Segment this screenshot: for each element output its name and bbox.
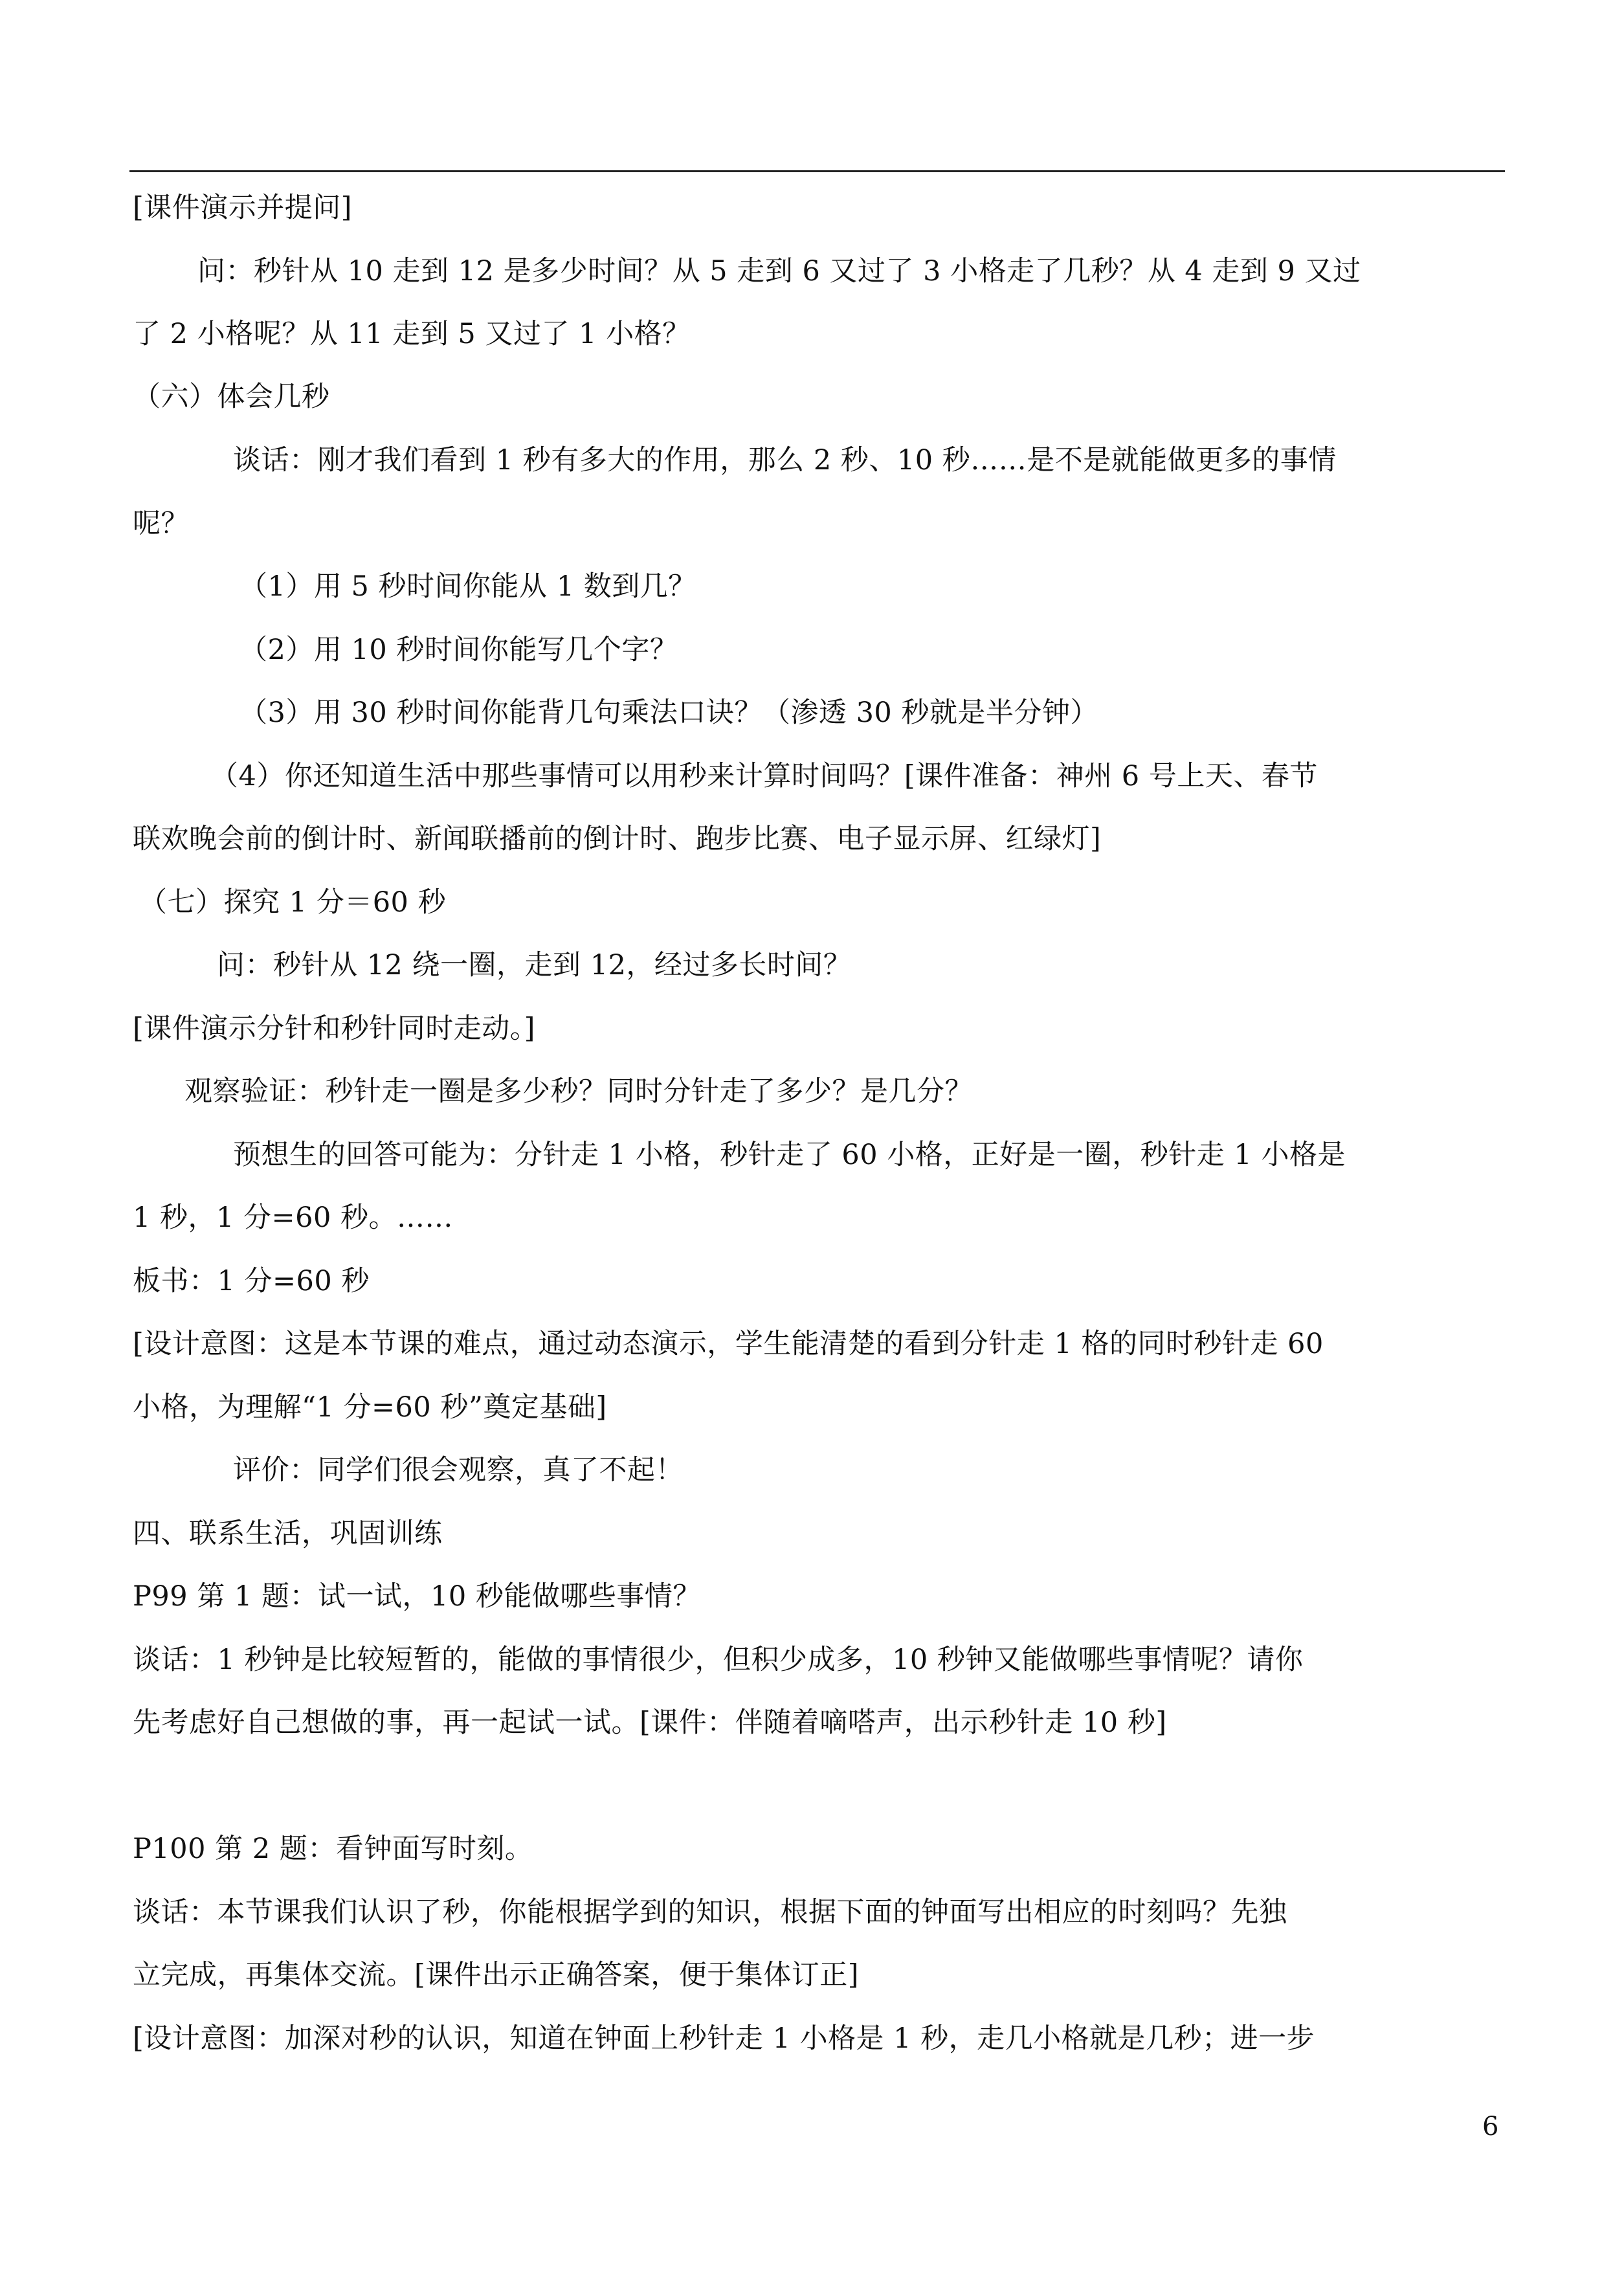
text-line: [课件演示并提问] (133, 192, 353, 224)
section-heading: （六）体会几秒 (133, 381, 330, 413)
text-line: 评价：同学们很会观察，真了不起！ (233, 1454, 684, 1486)
list-item: （1）用 5 秒时间你能从 1 数到几？ (239, 570, 696, 603)
section-heading: （七）探究 1 分＝60 秒 (139, 886, 447, 919)
text-line: [设计意图：这是本节课的难点，通过动态演示，学生能清楚的看到分针走 1 格的同时秒针走 60 (133, 1328, 1324, 1360)
section-heading: 四、联系生活，巩固训练 (133, 1517, 443, 1550)
text-line: 板书：1 分=60 秒 (133, 1265, 370, 1297)
text-line: 联欢晚会前的倒计时、新闻联播前的倒计时、跑步比赛、电子显示屏、红绿灯] (133, 823, 1102, 855)
list-item: （3）用 30 秒时间你能背几句乘法口诀？（渗透 30 秒就是半分钟） (239, 697, 1098, 729)
list-item: （4）你还知道生活中那些事情可以用秒来计算时间吗？[课件准备：神州 6 号上天、春节 (210, 760, 1318, 792)
text-line: 先考虑好自己想做的事，再一起试一试。[课件：伴随着嘀嗒声，出示秒针走 10 秒] (133, 1706, 1167, 1739)
header-rule (129, 170, 1505, 172)
page-number: 6 (1482, 2112, 1499, 2142)
text-line: 呢？ (133, 508, 189, 540)
exercise-title: P99 第 1 题：试一试，10 秒能做哪些事情？ (133, 1580, 701, 1613)
text-line: 预想生的回答可能为：分针走 1 小格，秒针走了 60 小格，正好是一圈，秒针走 1 小格是 (233, 1139, 1346, 1171)
list-item: （2）用 10 秒时间你能写几个字？ (239, 634, 678, 666)
text-line: 谈话：刚才我们看到 1 秒有多大的作用，那么 2 秒、10 秒……是不是就能做更多的事情 (233, 444, 1337, 476)
text-line: 谈话：1 秒钟是比较短暂的，能做的事情很少，但积少成多，10 秒钟又能做哪些事情呢？请你 (133, 1644, 1304, 1676)
text-line: [设计意图：加深对秒的认识，知道在钟面上秒针走 1 小格是 1 秒，走几小格就是几秒；进一步 (133, 2022, 1315, 2055)
text-line: 1 秒，1 分=60 秒。…… (133, 1202, 453, 1234)
text-line: 问：秒针从 12 绕一圈，走到 12，经过多长时间？ (217, 949, 852, 981)
text-line: 谈话：本节课我们认识了秒，你能根据学到的知识，根据下面的钟面写出相应的时刻吗？先独 (133, 1896, 1287, 1929)
text-line: 小格，为理解“1 分=60 秒”奠定基础] (133, 1391, 607, 1424)
text-line: 问：秒针从 10 走到 12 是多少时间？从 5 走到 6 又过了 3 小格走了几秒？从 4 走到 9 又过 (197, 255, 1361, 287)
text-line: 立完成，再集体交流。[课件出示正确答案，便于集体订正] (133, 1959, 860, 1991)
text-line: 了 2 小格呢？从 11 走到 5 又过了 1 小格？ (133, 318, 691, 350)
text-line: 观察验证：秒针走一圈是多少秒？同时分针走了多少？是几分？ (184, 1075, 973, 1108)
exercise-title: P100 第 2 题：看钟面写时刻。 (133, 1833, 533, 1865)
text-line: [课件演示分针和秒针同时走动。] (133, 1012, 536, 1045)
